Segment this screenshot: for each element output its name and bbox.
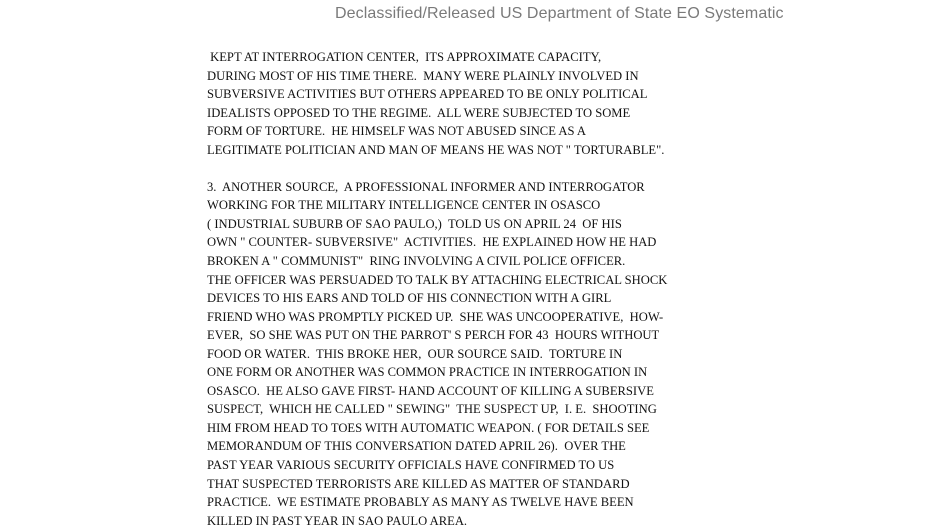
text-line: THE OFFICER WAS PERSUADED TO TALK BY ATTACHING ELECTRICAL SHOCK	[207, 272, 668, 287]
paragraph-2	[207, 178, 667, 530]
text-line: PRACTICE. WE ESTIMATE PROBABLY AS MANY AS TWELVE HAVE BEEN	[207, 495, 634, 510]
text-line: SUSPECT, WHICH HE CALLED " SEWING" THE SUSPECT UP, I. E. SHOOTING	[207, 402, 657, 417]
text-line: ( INDUSTRIAL SUBURB OF SAO PAULO,) TOLD US ON APRIL 24 OF HIS	[207, 216, 622, 231]
text-line: DURING MOST OF HIS TIME THERE. MANY WERE PLAINLY INVOLVED IN	[207, 68, 639, 83]
text-line: 3. ANOTHER SOURCE, A PROFESSIONAL INFORMER AND INTERROGATOR	[207, 179, 645, 194]
telegram-body	[207, 48, 667, 530]
text-line: HIM FROM HEAD TO TOES WITH AUTOMATIC WEAPON. ( FOR DETAILS SEE	[207, 420, 650, 435]
text-line: OWN " COUNTER- SUBVERSIVE" ACTIVITIES. HE EXPLAINED HOW HE HAD	[207, 235, 657, 250]
text-line: SUBVERSIVE ACTIVITIES BUT OTHERS APPEARED TO BE ONLY POLITICAL	[207, 87, 648, 102]
declassification-header: Declassified/Released US Department of State EO Systematic	[335, 5, 784, 22]
text-line: KILLED IN PAST YEAR IN SAO PAULO AREA.	[207, 513, 468, 528]
text-line: ONE FORM OR ANOTHER WAS COMMON PRACTICE IN INTERROGATION IN	[207, 365, 648, 380]
text-line: MEMORANDUM OF THIS CONVERSATION DATED APRIL 26). OVER THE	[207, 439, 626, 454]
text-line: IDEALISTS OPPOSED TO THE REGIME. ALL WERE SUBJECTED TO SOME	[207, 105, 631, 120]
text-line: EVER, SO SHE WAS PUT ON THE PARROT' S PERCH FOR 43 HOURS WITHOUT	[207, 328, 660, 343]
text-line: LEGITIMATE POLITICIAN AND MAN OF MEANS HE WAS NOT " TORTURABLE".	[207, 142, 665, 157]
paragraph-gap	[207, 159, 667, 178]
text-line: KEPT AT INTERROGATION CENTER, ITS APPROXIMATE CAPACITY,	[207, 50, 602, 64]
text-line: FOOD OR WATER. THIS BROKE HER, OUR SOURCE SAID. TORTURE IN	[207, 346, 623, 361]
text-line: THAT SUSPECTED TERRORISTS ARE KILLED AS MATTER OF STANDARD	[207, 476, 630, 491]
paragraph-1	[207, 48, 667, 159]
text-line: PAST YEAR VARIOUS SECURITY OFFICIALS HAVE CONFIRMED TO US	[207, 458, 615, 473]
text-line: BROKEN A " COMMUNIST" RING INVOLVING A CIVIL POLICE OFFICER.	[207, 254, 626, 269]
text-line: WORKING FOR THE MILITARY INTELLIGENCE CENTER IN OSASCO	[207, 198, 601, 213]
text-line: DEVICES TO HIS EARS AND TOLD OF HIS CONNECTION WITH A GIRL	[207, 291, 612, 306]
text-line: OSASCO. HE ALSO GAVE FIRST- HAND ACCOUNT OF KILLING A SUBERSIVE	[207, 383, 654, 398]
text-line: FORM OF TORTURE. HE HIMSELF WAS NOT ABUSED SINCE AS A	[207, 124, 586, 139]
text-line: FRIEND WHO WAS PROMPTLY PICKED UP. SHE WAS UNCOOPERATIVE, HOW-	[207, 309, 664, 324]
